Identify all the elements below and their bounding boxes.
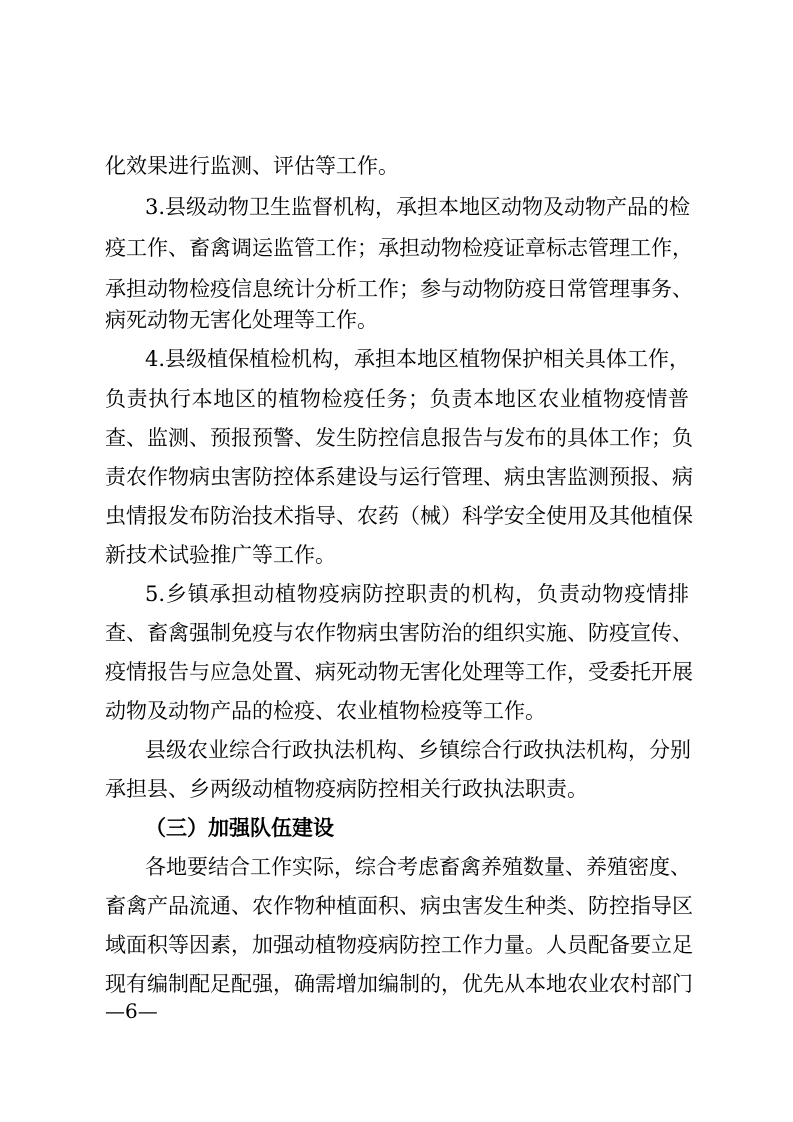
paragraph-line: 5.乡镇承担动植物疫病防控职责的机构，负责动物疫情排 — [145, 582, 689, 606]
paragraph-line: 查、畜禽强制免疫与农作物病虫害防治的组织实施、防疫宣传、 — [105, 621, 693, 645]
paragraph-line: 查、监测、预报预警、发生防控信息报告与发布的具体工作；负 — [105, 426, 693, 450]
paragraph-line: 县级农业综合行政执法机构、乡镇综合行政执法机构，分别 — [145, 738, 691, 762]
paragraph-line: 现有编制配足配强，确需增加编制的，优先从本地农业农村部门 — [105, 972, 693, 996]
paragraph-line: 畜禽产品流通、农作物种植面积、病虫害发生种类、防控指导区 — [105, 894, 693, 918]
paragraph-line: 域面积等因素，加强动植物疫病防控工作力量。人员配备要立足 — [105, 933, 693, 957]
paragraph-line: 承担县、乡两级动植物疫病防控相关行政执法职责。 — [105, 777, 588, 801]
paragraph-line: 负责执行本地区的植物检疫任务；负责本地区农业植物疫情普 — [105, 387, 689, 411]
page-number: —6— — [105, 999, 158, 1023]
paragraph-line: 新技术试验推广等工作。 — [105, 543, 336, 567]
paragraph-line: 动物及动物产品的检疫、农业植物检疫等工作。 — [105, 699, 546, 723]
paragraph-line: 疫工作、畜禽调运监管工作；承担动物检疫证章标志管理工作， — [105, 236, 693, 260]
paragraph-line: 4.县级植保植检机构，承担本地区植物保护相关具体工作， — [145, 347, 691, 371]
paragraph-line: 承担动物检疫信息统计分析工作；参与动物防疫日常管理事务、 — [105, 277, 693, 301]
paragraph-line: 各地要结合工作实际，综合考虑畜禽养殖数量、养殖密度、 — [145, 855, 691, 879]
paragraph-line: 责农作物病虫害防控体系建设与运行管理、病虫害监测预报、病 — [105, 465, 693, 489]
section-heading: （三）加强队伍建设 — [145, 815, 334, 840]
paragraph-line: 虫情报发布防治技术指导、农药（械）科学安全使用及其他植保 — [105, 504, 693, 528]
paragraph-line: 3.县级动物卫生监督机构，承担本地区动物及动物产品的检 — [145, 195, 691, 219]
paragraph-line: 疫情报告与应急处置、病死动物无害化处理等工作，受委托开展 — [105, 660, 693, 684]
paragraph-line: 化效果进行监测、评估等工作。 — [105, 154, 399, 178]
paragraph-line: 病死动物无害化处理等工作。 — [105, 308, 378, 332]
